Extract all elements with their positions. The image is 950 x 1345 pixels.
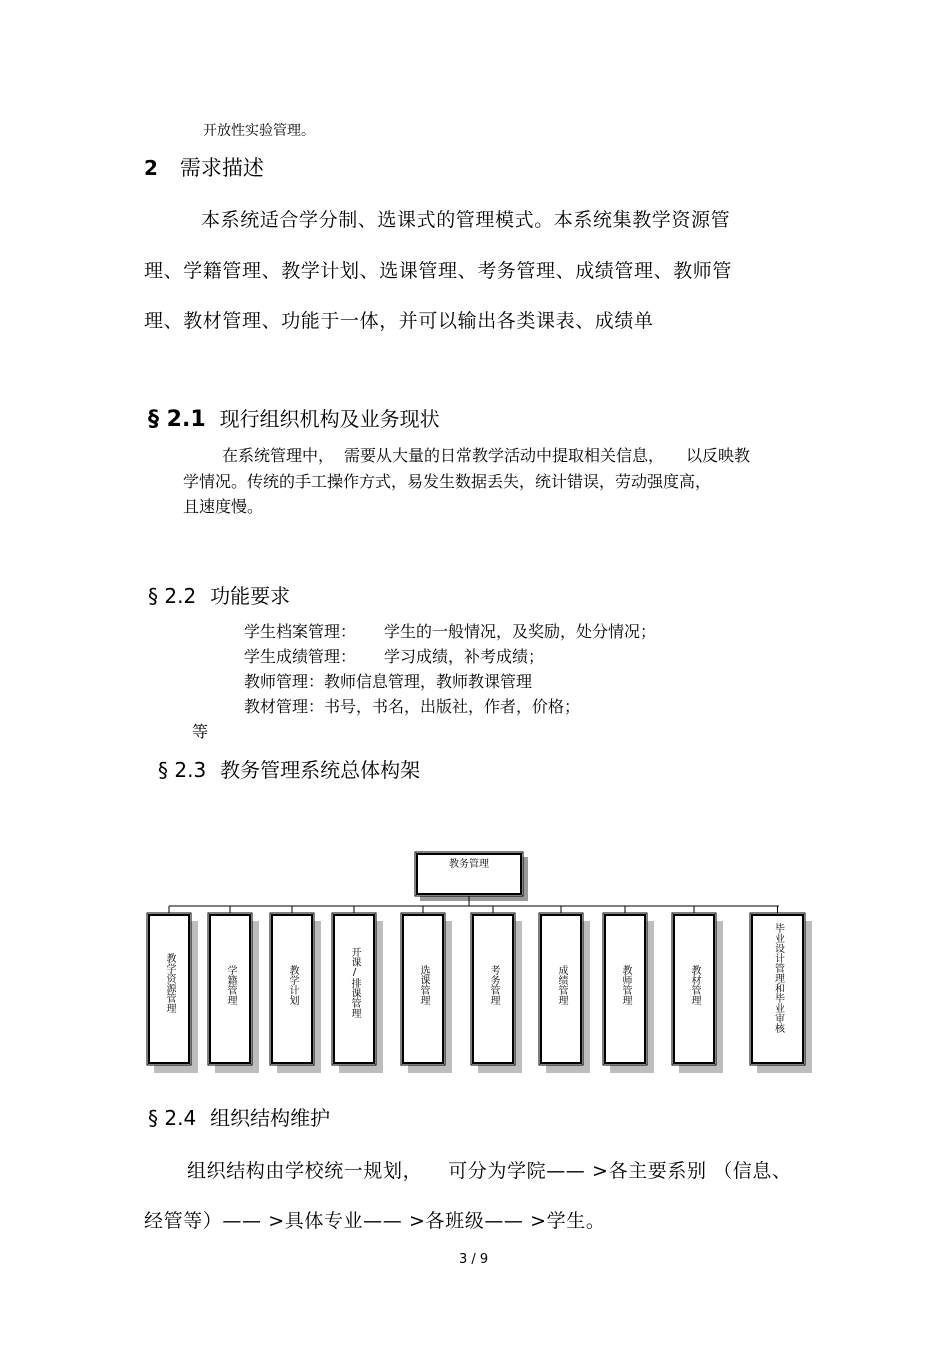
root-label: 教务管理 (449, 859, 489, 870)
s21-line3: 且速度慢。 (183, 497, 264, 516)
org-child-label: 学籍管理 (225, 965, 236, 1005)
para2-line3: 理、教材管理、功能于一体，并可以输出各类课表、成绩单 (144, 310, 654, 332)
intro-line: 开放性实验管理。 (203, 123, 315, 139)
para2-line1: 本系统适合学分制、选课式的管理模式。本系统集教学资源管 (201, 209, 731, 231)
para2-line2: 理、学籍管理、教学计划、选课管理、考务管理、成绩管理、教师管 (144, 260, 733, 282)
s22-etc: 等 (192, 722, 209, 741)
page-number: 3 / 9 (459, 1252, 489, 1267)
section-2-number: 2 (144, 156, 158, 180)
s22-item-value: 教师信息管理，教师教课管理 (324, 672, 533, 691)
children-group (147, 906, 812, 1073)
org-child-label: 教师管理 (620, 965, 631, 1005)
section-2-title: 需求描述 (179, 156, 264, 180)
s22-item-value: 书号，书名，出版社，作者，价格； (324, 697, 581, 716)
section-2-3-number: § 2.3 (158, 758, 207, 782)
section-2-3-title: 教务管理系统总体构架 (220, 758, 421, 782)
s22-item-label: 教师管理： (244, 672, 325, 691)
section-2-1-title: 现行组织机构及业务现状 (219, 407, 440, 431)
section-2-2-title: 功能要求 (210, 584, 291, 608)
s21-line1b: 需要从大量的日常教学活动中提取相关信息， (344, 446, 665, 465)
org-child-label: 毕业设计管理和毕业审核 (772, 923, 784, 1033)
s21-line1c: 以反映教 (686, 446, 751, 465)
s22-item-value: 学习成绩，补考成绩； (384, 647, 545, 666)
org-child-label: 考务管理 (488, 965, 499, 1005)
s22-item-label: 学生成绩管理： (244, 647, 357, 666)
s22-item-value: 学生的一般情况，及奖励，处分情况； (384, 622, 657, 641)
s24-line2: 经管等）—— >具体专业—— >各班级—— >学生。 (144, 1210, 606, 1232)
s24-line1a: 组织结构由学校统一规划， (187, 1160, 423, 1182)
s21-line2: 学情况。传统的手工操作方式，易发生数据丢失，统计错误，劳动强度高， (183, 472, 712, 491)
section-2-4-number: § 2.4 (148, 1106, 197, 1130)
org-child-label: 教材管理 (689, 965, 700, 1005)
section-2-2-number: § 2.2 (148, 584, 197, 608)
org-child-label: 开课/排课管理 (349, 947, 360, 1018)
s21-line1a: 在系统管理中， (222, 446, 335, 465)
org-child-label: 教学计划 (287, 965, 298, 1005)
s22-item-label: 教材管理： (244, 697, 325, 716)
s22-item-label: 学生档案管理： (244, 622, 357, 641)
org-child-label: 教学资源管理 (164, 953, 175, 1013)
org-child-label: 成绩管理 (556, 965, 567, 1005)
section-2-1-number: § 2.1 (148, 407, 206, 432)
s24-line1 (187, 1156, 792, 1183)
org-child-label: 选课管理 (418, 965, 429, 1005)
s24-line1b: 可分为学院—— >各主要系别 （信息、 (448, 1160, 792, 1182)
section-2-4-title: 组织结构维护 (210, 1106, 331, 1130)
section-2-4-heading (148, 1102, 330, 1131)
